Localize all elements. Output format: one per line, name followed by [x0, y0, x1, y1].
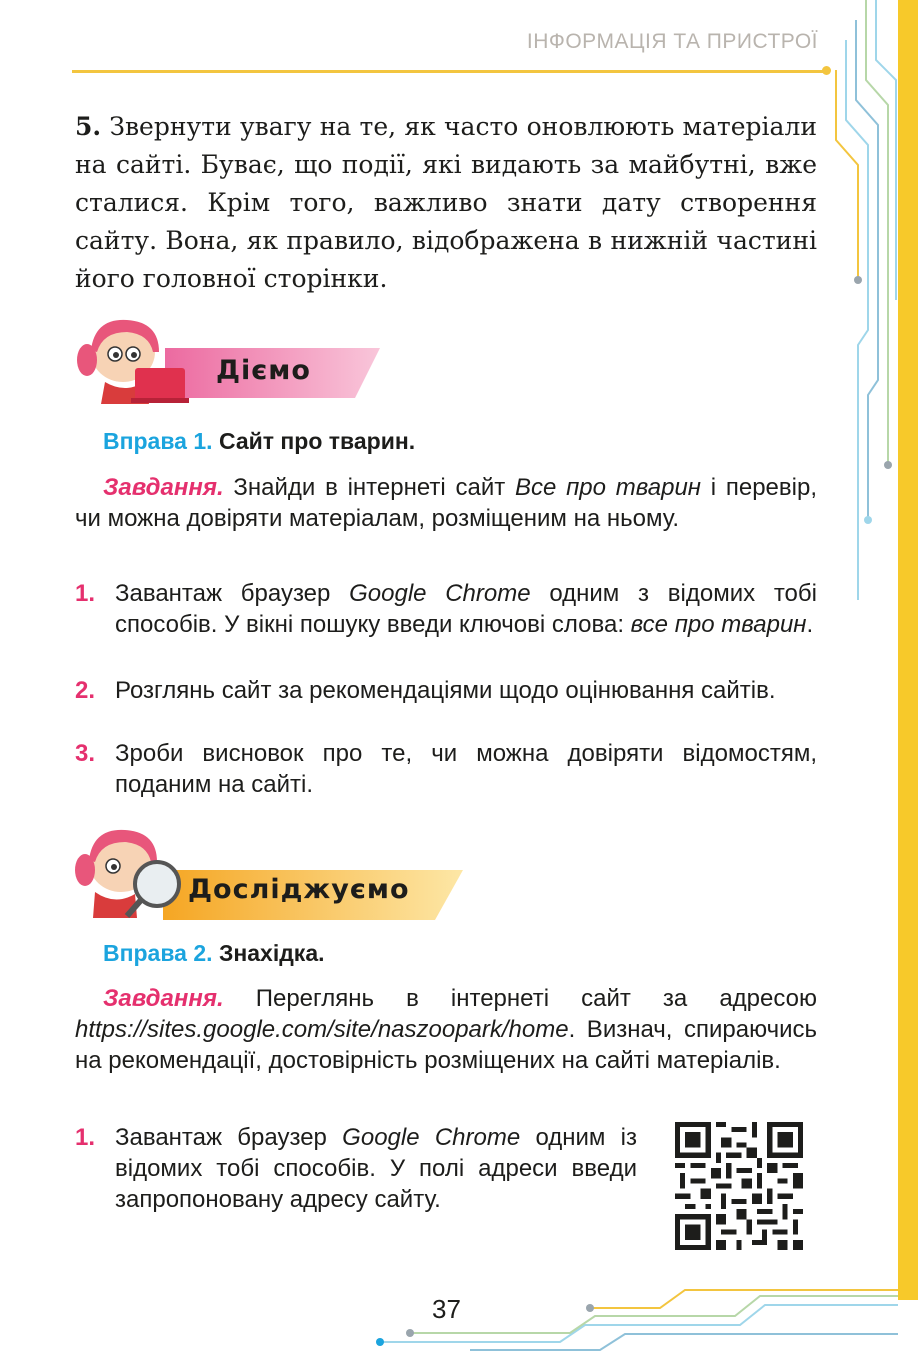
task-text: Переглянь в інтернеті сайт за адресою [223, 985, 817, 1012]
list-text: Завантаж браузер Google Chrome одним із відомих тобі способів. У полі адреси введи запропоновану адресу сайту. [115, 1124, 638, 1213]
list-text: Зроби висновок про те, чи можна довіряти відомостям, поданим на сайті. [115, 740, 817, 798]
list-item [75, 1122, 637, 1215]
task-site-name: Все про тварин [514, 474, 701, 501]
exercise-2-task [75, 983, 817, 1076]
list-item [75, 675, 817, 706]
banner-doslidzhuyemo-label: Досліджуємо [188, 874, 410, 905]
task-text: Знайди в інтернеті сайт [223, 474, 515, 501]
exercise-1-task [75, 472, 817, 534]
task-label: Завдання. [103, 985, 224, 1012]
exercise-1-label: Вправа 1. [103, 428, 213, 454]
header-divider [72, 70, 827, 73]
task-text: . Визнач, спираючись на рекомендації, достовірність розміщених на сайті матеріалів. [75, 1016, 817, 1074]
exercise-2-heading: Знахідка. [218, 940, 325, 966]
page-edge-strip [898, 0, 918, 1300]
list-number: 1. [75, 1124, 96, 1151]
task-url: https://sites.google.com/site/naszoopark/home [75, 1016, 569, 1043]
header-divider-dot [822, 66, 831, 75]
intro-number: 5. [75, 112, 102, 141]
list-number: 3. [75, 740, 96, 767]
list-text: Розглянь сайт за рекомендаціями щодо оцінювання сайтів. [115, 677, 776, 704]
intro-paragraph [75, 108, 817, 298]
task-label: Завдання. [103, 474, 224, 501]
banner-diemo-label: Діємо [216, 355, 311, 386]
list-text: Завантаж браузер Google Chrome одним з відомих тобі способів. У вікні пошуку введи ключові слова: все про тварин. [115, 580, 817, 638]
qr-code-icon [675, 1122, 803, 1250]
exercise-1-heading: Сайт про тварин. [218, 428, 416, 454]
girl-with-laptop-icon [75, 312, 195, 412]
task-text: і перевір, чи можна довіряти матеріалам, розміщеним на ньому. [75, 474, 817, 532]
exercise-1-title [103, 428, 415, 455]
running-header: ІНФОРМАЦІЯ ТА ПРИСТРОЇ [526, 30, 818, 53]
exercise-2-title [103, 940, 325, 967]
intro-text: Звернути увагу на те, як часто оновлюють матеріали на сайті. Буває, що події, які видають за майбутні, вже сталися. Крім того, важливо знати дату створення сайту. Вона, як правило, відображена в нижній частині його головної сторінки. [75, 112, 817, 293]
girl-with-magnifier-icon [75, 822, 195, 922]
list-item [75, 738, 817, 800]
exercise-2-label: Вправа 2. [103, 940, 213, 966]
list-number: 2. [75, 677, 96, 704]
list-number: 1. [75, 580, 96, 607]
list-item [75, 578, 817, 640]
page-number: 37 [432, 1294, 461, 1324]
